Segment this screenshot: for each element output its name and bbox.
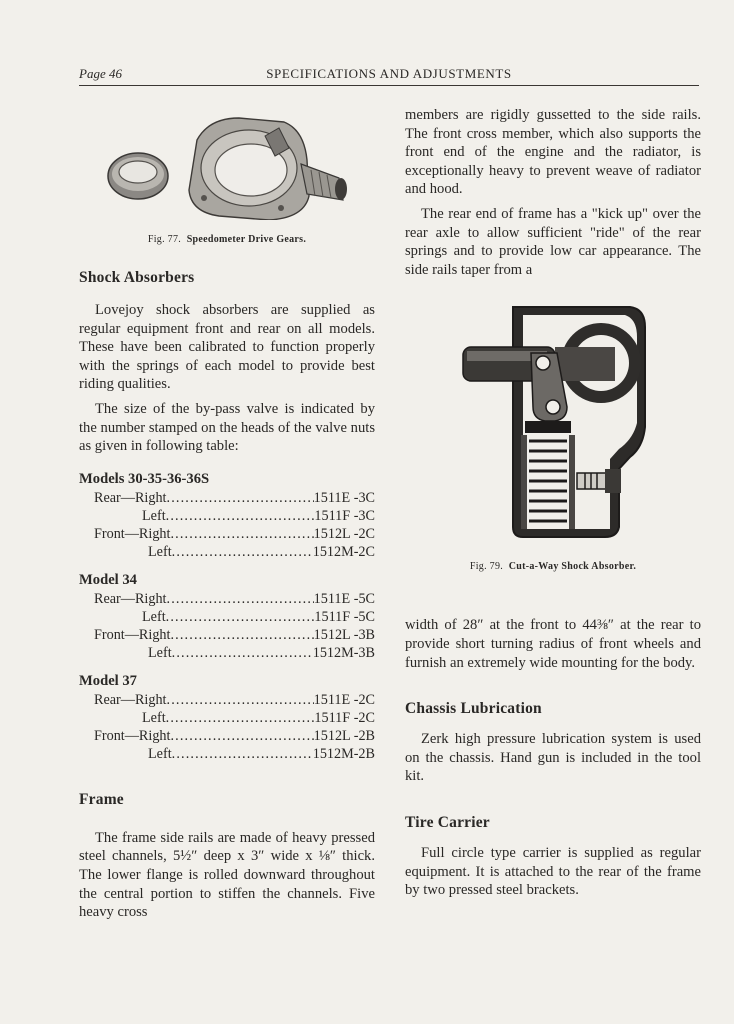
frame-para-1: The frame side rails are made of heavy pressed steel channels, 5½″ deep x 3″ wide x ⅛″ thick. The lower flange is rolled downward throughout the central portion to stiffen the channels. Five heavy cross [79, 829, 375, 921]
spec-label: Left [148, 543, 172, 560]
figure-77-caption [79, 234, 375, 245]
spec-row [79, 507, 375, 525]
speedometer-gears-image [79, 100, 375, 220]
model-heading: Model 34 [79, 571, 137, 588]
figure-79 [405, 297, 701, 555]
frame-para-2: The rear end of frame has a "kick up" over the rear axle to allow sufficient "ride" of the rear springs and to provide low car appearance. The side rails taper from a [405, 205, 701, 278]
shock-absorbers-heading: Shock Absorbers [79, 269, 195, 286]
frame-heading: Frame [79, 790, 124, 808]
spec-row [79, 691, 375, 709]
figure-79-title: Cut-a-Way Shock Absorber. [508, 561, 637, 573]
shock-absorbers-para-1: Lovejoy shock absorbers are supplied as regular equipment front and rear on all models. These have been calibrated to function properly with the springs of each model to provide best riding qualities. [79, 302, 375, 393]
spec-row [79, 727, 375, 745]
spec-value: 1512M-3B [312, 644, 375, 661]
spec-label: Left [142, 709, 166, 726]
spec-value: 1511E -2C [313, 691, 375, 708]
spec-row [79, 644, 375, 662]
page-header [79, 64, 699, 86]
spec-label: Left [142, 507, 166, 524]
model-heading: Model 37 [79, 672, 137, 689]
spec-value: 1511F -3C [314, 507, 375, 524]
shock-absorbers-para-2: The size of the by-pass valve is indicated by the number stamped on the heads of the valve nuts as given in following table: [79, 400, 375, 455]
left-column [79, 100, 375, 922]
spec-label: Front—Right [94, 626, 171, 643]
running-title: SPECIFICATIONS AND ADJUSTMENTS [266, 66, 512, 81]
spec-label: Rear—Right [94, 489, 167, 506]
spec-label: Left [148, 644, 172, 661]
spec-value: 1511F -2C [314, 709, 375, 726]
spec-label: Left [148, 745, 172, 762]
spec-value: 1512M-2C [312, 543, 375, 560]
spec-row [79, 608, 375, 626]
model-heading: Models 30-35-36-36S [79, 470, 210, 487]
chassis-lubrication-para: Zerk high pressure lubrication system is used on the chassis. Hand gun is included in the tool kit. [405, 731, 701, 785]
spec-row [79, 489, 375, 507]
spec-label: Front—Right [94, 525, 171, 542]
spec-row [79, 590, 375, 608]
spec-value: 1512M-2B [312, 745, 375, 762]
frame-para-1-continued: members are rigidly gussetted to the side rails. The front cross member, which also supports the front end of the engine and the radiator, is exceptionally heavy to prevent weave of radiator and hood. [405, 107, 701, 198]
spec-value: 1511F -5C [314, 608, 375, 625]
spec-row [79, 709, 375, 727]
spec-value: 1512L -2C [313, 525, 375, 542]
spec-row [79, 745, 375, 763]
figure-79-caption [405, 561, 701, 572]
spec-value: 1512L -2B [313, 727, 375, 744]
figure-79-number: Fig. 79. [469, 561, 504, 573]
spec-row [79, 525, 375, 543]
tire-carrier-para: Full circle type carrier is supplied as regular equipment. It is attached to the rear of the frame by two pressed steel brackets. [405, 844, 701, 899]
spec-label: Rear—Right [94, 691, 167, 708]
spec-label: Left [142, 608, 166, 625]
spec-label: Rear—Right [94, 590, 167, 607]
right-column [405, 106, 701, 900]
figure-77-title: Speedometer Drive Gears. [186, 234, 307, 245]
frame-para-2-continued: width of 28″ at the front to 44⅜″ at the rear to provide short turning radius of front wheels and furnish an extremely wide mounting for the body. [405, 617, 701, 671]
figure-77-number: Fig. 77. [147, 234, 182, 245]
tire-carrier-heading: Tire Carrier [405, 813, 490, 831]
spec-row [79, 626, 375, 644]
chassis-lubrication-heading: Chassis Lubrication [405, 700, 542, 718]
spec-row [79, 543, 375, 561]
spec-label: Front—Right [94, 727, 171, 744]
spec-value: 1511E -3C [313, 489, 375, 506]
spec-value: 1512L -3B [313, 626, 375, 643]
spec-value: 1511E -5C [313, 590, 375, 607]
shock-absorber-cutaway-image [405, 297, 701, 555]
figure-77 [79, 100, 375, 220]
page-number: Page 46 [79, 66, 122, 81]
